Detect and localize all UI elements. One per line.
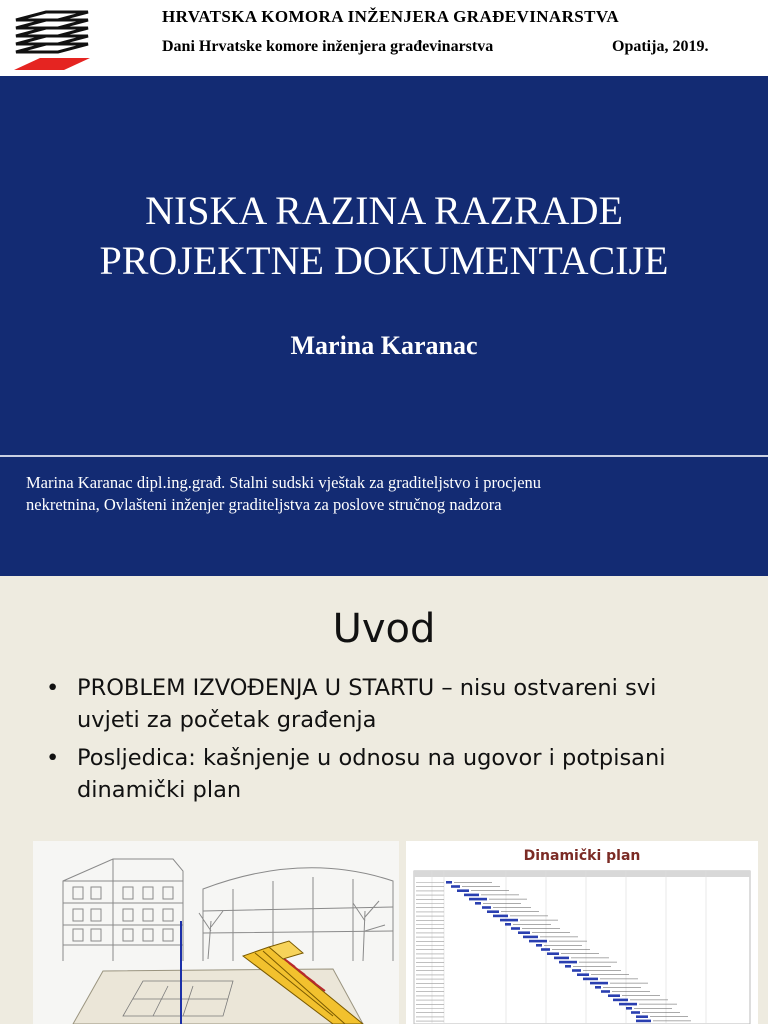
gantt-bar [493,915,508,918]
gantt-bar [601,990,610,993]
slide-header [0,0,768,76]
slide-heading: Uvod [332,606,436,652]
event-name: Dani Hrvatske komore inženjera građevinarstva [162,38,494,55]
bullet-line: Posljedica: kašnjenje u odnosu na ugovor i potpisani [77,745,666,771]
gantt-bar [518,931,530,934]
gantt-bar [451,885,460,888]
gantt-bar [583,978,598,981]
building-sketch-icon [33,841,399,1024]
gantt-bar [608,994,620,997]
gantt-bar [626,1007,632,1010]
gantt-bar [469,898,487,901]
bullet-line: dinamički plan [77,777,242,803]
bullet-item [46,742,726,806]
gantt-bar [572,969,581,972]
bullet-icon: • [46,675,60,701]
organization-name: HRVATSKA KOMORA INŽENJERA GRAĐEVINARSTVA [162,7,620,26]
gantt-chart-icon [406,841,758,1024]
bullet-icon: • [46,745,60,771]
gantt-bar [500,919,518,922]
gantt-bar [536,944,542,947]
gantt-bar [631,1011,640,1014]
presentation-title [0,186,768,286]
event-place-date: Opatija, 2019. [612,38,709,55]
title-panel [0,76,768,576]
gantt-bar [541,948,550,951]
bullet-line: PROBLEM IZVOĐENJA U STARTU – nisu ostvareni svi [77,675,657,701]
gantt-bar [457,889,469,892]
bullet-item [46,672,726,736]
title-line-2: PROJEKTNE DOKUMENTACIJE [99,238,669,283]
gantt-bar [446,881,452,884]
gantt-bar [636,1020,651,1023]
bio-line-1: Marina Karanac dipl.ing.građ. Stalni sudski vještak za graditeljstvo i procjenu [26,473,542,492]
divider-line [0,455,768,457]
gantt-bar [613,999,628,1002]
author-name: Marina Karanac [290,331,478,360]
plan-image-title: Dinamički plan [523,848,641,864]
bullet-list [46,672,726,812]
gantt-bar [577,973,589,976]
gantt-bar [554,957,569,960]
gantt-bar [559,961,577,964]
hkig-logo-icon [10,8,94,74]
title-line-1: NISKA RAZINA RAZRADE [145,188,623,233]
gantt-bar [595,986,601,989]
gantt-bar [619,1003,637,1006]
gantt-bar [475,902,481,905]
gantt-bar [529,940,547,943]
bullet-line: uvjeti za početak građenja [77,707,377,733]
gantt-bar [636,1015,648,1018]
intro-slide [0,576,768,1024]
gantt-bar [511,927,520,930]
gantt-bar [547,952,559,955]
author-bio [26,472,746,516]
construction-sketch-image [33,841,399,1024]
gantt-bar [590,982,608,985]
gantt-bar [565,965,571,968]
gantt-bar [523,936,538,939]
dynamic-plan-image [406,841,758,1024]
gantt-bar [482,906,491,909]
gantt-bar [464,894,479,897]
gantt-bar [505,923,511,926]
bio-line-2: nekretnina, Ovlašteni inženjer graditeljstva za poslove stručnog nadzora [26,495,502,514]
gantt-bar [487,910,499,913]
